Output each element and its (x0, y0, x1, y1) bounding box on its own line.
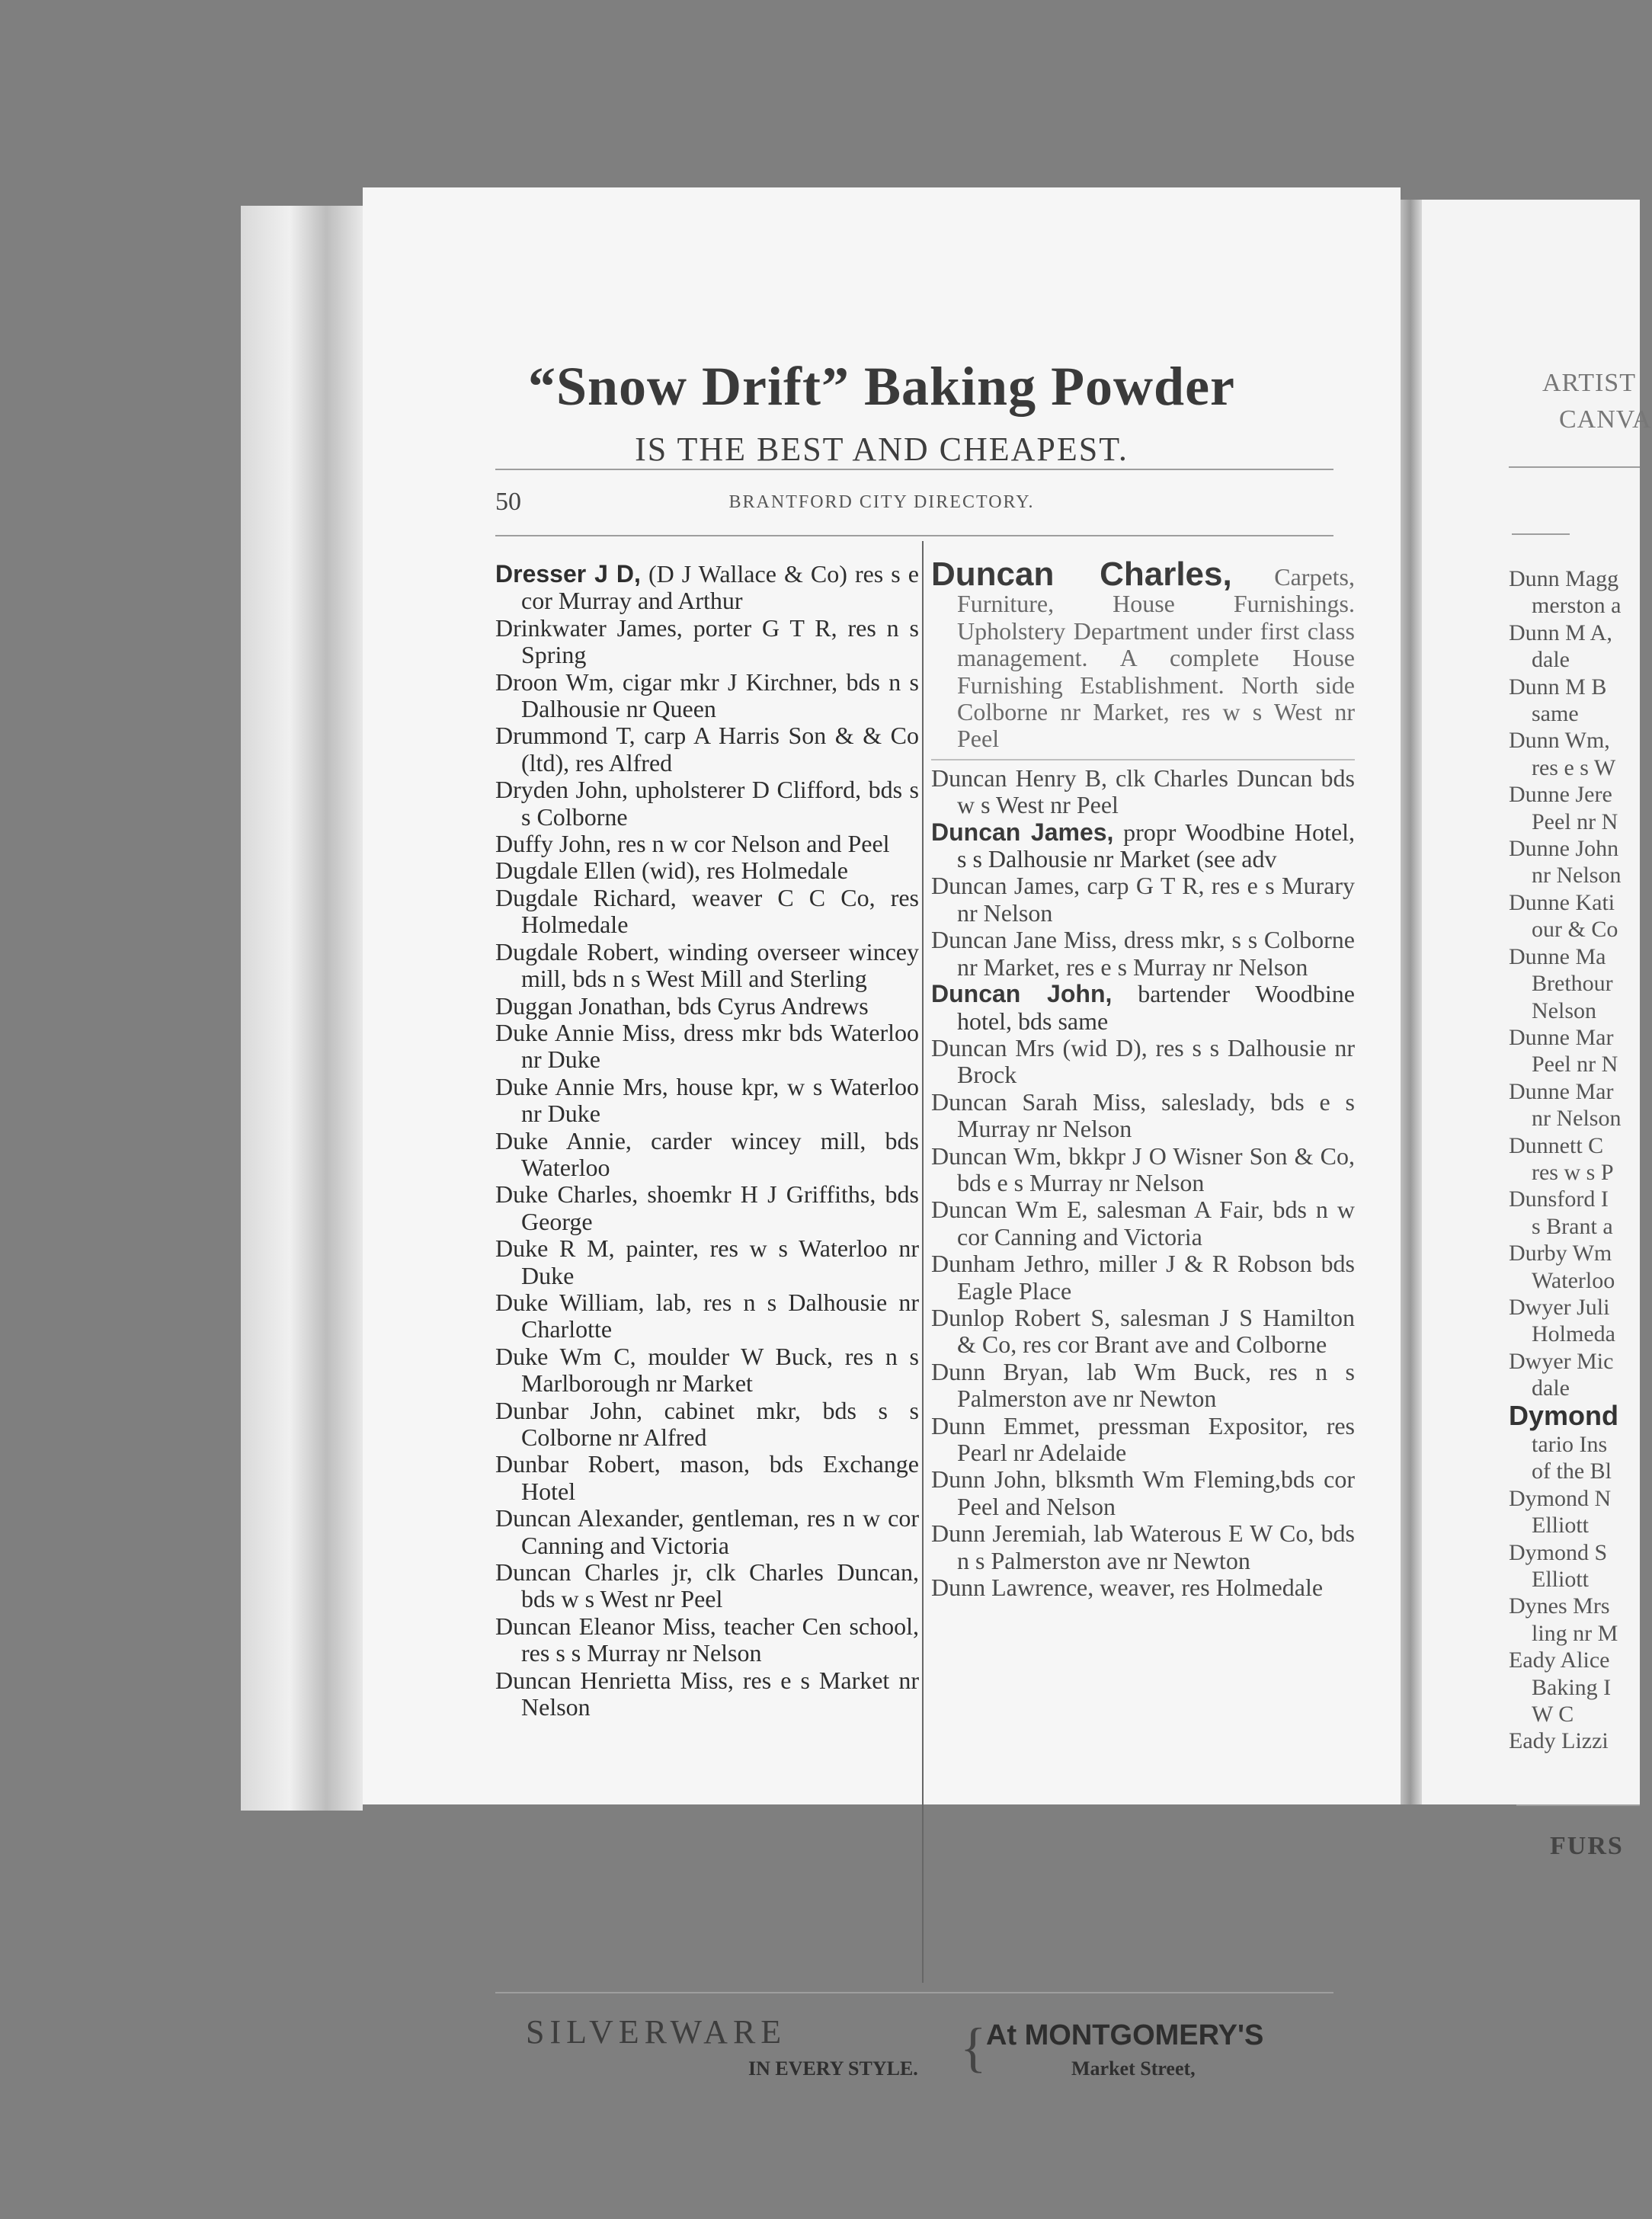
entry-text: (D J Wallace & Co) res s e cor Murray and Arthur (521, 560, 920, 615)
directory-entry (495, 1667, 919, 1721)
entry-text: Duke Annie Miss, dress mkr bds Waterloo nr Duke (495, 1018, 919, 1074)
directory-entry (931, 1520, 1355, 1574)
next-page-line: merston a (1532, 593, 1622, 619)
directory-entry (495, 561, 919, 615)
entry-text: Dunn Jeremiah, lab Waterous E W Co, bds n s Palmerston ave nr Newton (931, 1519, 1355, 1574)
next-page-line: Dunnett C (1509, 1132, 1604, 1158)
next-page-bold-name: Dymond (1509, 1399, 1618, 1431)
next-page-line: res e s W (1532, 754, 1616, 780)
directory-entry (495, 1451, 919, 1505)
next-page-rule-short (1512, 533, 1570, 535)
next-page-line: nr Nelson (1532, 1106, 1622, 1132)
directory-entry (931, 1089, 1355, 1143)
entry-text: Duggan Jonathan, bds Cyrus Andrews (495, 991, 869, 1020)
feature-listing (931, 556, 1355, 753)
next-page-line: Waterloo (1532, 1267, 1615, 1293)
directory-entry (495, 857, 919, 884)
next-page-line: W C (1532, 1702, 1574, 1727)
directory-entry (495, 1343, 919, 1398)
next-page-rule (1509, 466, 1640, 468)
next-page-line: Dunne Jere (1509, 782, 1612, 808)
banner-rule (495, 469, 1333, 470)
entry-text: Duke R M, painter, res w s Waterloo nr Duke (495, 1234, 919, 1289)
next-page-footer-rule (1516, 1804, 1640, 1806)
entry-name: Duncan James, (931, 818, 1114, 846)
column-divider (922, 541, 924, 1983)
entry-text: Dryden John, upholsterer D Clifford, bds s s Colborne (495, 776, 919, 831)
entry-text: bartender Woodbine hotel, bds same (957, 980, 1356, 1035)
entry-text: Duke Annie Mrs, house kpr, w s Waterloo nr Duke (495, 1072, 919, 1128)
entry-name: Duncan John, (931, 980, 1113, 1008)
next-page-line: Durby Wm (1509, 1241, 1612, 1266)
next-page-line: s Brant a (1532, 1213, 1613, 1239)
directory-entry (931, 1305, 1355, 1359)
entry-text: Duke Wm C, moulder W Buck, res n s Marlborough nr Market (495, 1342, 919, 1398)
entry-text: Duncan Henrietta Miss, res e s Market nr Nelson (495, 1666, 919, 1721)
next-page-line: Eady Lizzi (1509, 1728, 1609, 1754)
directory-entry (931, 765, 1355, 819)
directory-entry (931, 981, 1355, 1035)
feature-rule (931, 759, 1355, 760)
next-page-footer: FURS (1550, 1832, 1624, 1860)
next-page-line: Dunne John (1509, 836, 1619, 862)
entry-text: Duncan Wm E, salesman A Fair, bds n w cor Canning and Victoria (931, 1196, 1355, 1250)
entry-text: Duke William, lab, res n s Dalhousie nr Charlotte (495, 1288, 919, 1343)
entry-text: Duncan Mrs (wid D), res s s Dalhousie nr Brock (931, 1033, 1355, 1089)
next-page-head-1: ARTIST (1542, 369, 1636, 397)
directory-entry (495, 776, 919, 831)
entry-text: Dunn Emmet, pressman Expositor, res Pearl nr Adelaide (931, 1411, 1355, 1466)
next-page-line: Holmeda (1532, 1321, 1615, 1347)
directory-entry (931, 1035, 1355, 1089)
directory-entry (931, 1196, 1355, 1250)
directory-entry (495, 1505, 919, 1559)
entry-text: Duncan Jane Miss, dress mkr, s s Colborne nr Market, res e s Murray nr Nelson (931, 926, 1355, 981)
next-page-line: dale (1532, 647, 1570, 673)
next-page-line: Dunne Mar (1509, 1024, 1614, 1050)
entry-text: Dunn Bryan, lab Wm Buck, res n s Palmerston ave nr Newton (931, 1357, 1355, 1413)
footer-rule (495, 1992, 1333, 1993)
next-page-line: Dynes Mrs (1509, 1593, 1610, 1619)
entry-text: Drinkwater James, porter G T R, res n s Spring (495, 613, 919, 669)
left-column (495, 561, 919, 1721)
directory-entry (931, 1466, 1355, 1520)
directory-entry (931, 819, 1355, 873)
entry-text: Duncan Charles jr, clk Charles Duncan, bds w s West nr Peel (495, 1558, 919, 1613)
footer-ad-left-sub: IN EVERY STYLE. (748, 2057, 918, 2080)
directory-entry (931, 873, 1355, 927)
next-page-line: Dwyer Mic (1509, 1348, 1614, 1374)
entry-text: Duffy John, res n w cor Nelson and Peel (495, 830, 890, 858)
footer-ad-left: SILVERWARE (526, 2013, 787, 2051)
directory-entry (931, 927, 1355, 981)
entry-text: Dugdale Richard, weaver C C Co, res Holmedale (495, 883, 919, 939)
directory-entry (495, 1128, 919, 1182)
next-page-line: Dunn Wm, (1509, 728, 1610, 754)
directory-entry (931, 1574, 1355, 1601)
next-page-column (1509, 565, 1640, 1755)
entry-text: Duke Charles, shoemkr H J Griffiths, bds George (495, 1180, 919, 1235)
directory-entry (931, 1143, 1355, 1197)
next-page-line: Elliott (1532, 1513, 1589, 1539)
entry-text: Duke Annie, carder wincey mill, bds Waterloo (495, 1126, 919, 1181)
next-page-line: res w s P (1532, 1159, 1614, 1185)
directory-entry (931, 1359, 1355, 1413)
next-page-line: nr Nelson (1532, 863, 1622, 889)
entry-text: Dunn Lawrence, weaver, res Holmedale (931, 1574, 1324, 1602)
next-page-line: Peel nr N (1532, 1052, 1618, 1077)
entry-text: Duncan Eleanor Miss, teacher Cen school, res s s Murray nr Nelson (495, 1612, 919, 1667)
footer-ad-right-sub: Market Street, (1071, 2057, 1196, 2080)
entry-text: Dunbar Robert, mason, bds Exchange Hotel (495, 1450, 919, 1505)
entry-text: propr Woodbine Hotel, s s Dalhousie nr Market (see adv (957, 818, 1356, 873)
next-page-line: Dunsford I (1509, 1186, 1609, 1212)
directory-entry (495, 1235, 919, 1289)
page-edge-stack (241, 206, 363, 1811)
directory-entry (495, 993, 919, 1020)
next-page-line: Dymond S (1509, 1539, 1608, 1565)
next-page-head-2: CANVA (1559, 405, 1652, 434)
directory-entry (495, 1020, 919, 1074)
next-page-line: Dunn M A, (1509, 620, 1612, 645)
next-page-line: Baking I (1532, 1674, 1612, 1700)
entry-name: Dresser J D, (495, 560, 641, 588)
entry-text: Duncan Alexander, gentleman, res n w cor Canning and Victoria (495, 1504, 919, 1559)
next-page-line: Dwyer Juli (1509, 1294, 1610, 1320)
entry-text: Dunbar John, cabinet mkr, bds s s Colborne nr Alfred (495, 1396, 919, 1451)
next-page-line: ling nr M (1532, 1620, 1618, 1646)
entry-text: Duncan Wm, bkkpr J O Wisner Son & Co, bds e s Murray nr Nelson (931, 1142, 1355, 1196)
directory-entry (495, 722, 919, 776)
header-rule (495, 535, 1333, 536)
next-page-line: Dunn M B (1509, 674, 1607, 700)
next-page-line: our & Co (1532, 917, 1618, 943)
directory-entry (495, 1559, 919, 1613)
entry-text: Dunlop Robert S, salesman J S Hamilton & Co, res cor Brant ave and Colborne (931, 1303, 1355, 1359)
page-number: 50 (495, 488, 521, 516)
entry-text: Drummond T, carp A Harris Son & & Co (ltd), res Alfred (495, 722, 919, 776)
banner-subtitle: IS THE BEST AND CHEAPEST. (635, 431, 1129, 468)
next-page-line: Dunne Ma (1509, 943, 1606, 969)
next-page-line: Dymond N (1509, 1485, 1612, 1511)
footer-ad-right: At MONTGOMERY'S (986, 2019, 1264, 2051)
right-entries (931, 765, 1355, 1602)
next-page-line: Brethour (1532, 971, 1613, 997)
entry-text: Duncan James, carp G T R, res e s Murary nr Nelson (931, 872, 1355, 927)
next-page-line (1509, 1399, 1640, 1431)
directory-entry (495, 669, 919, 723)
next-page-line: Peel nr N (1532, 809, 1618, 834)
footer-brace: { (960, 2017, 987, 2078)
entry-text: Dunham Jethro, miller J & R Robson bds Eagle Place (931, 1250, 1355, 1305)
next-page-line: of the Bl (1532, 1459, 1612, 1484)
directory-entry (931, 1413, 1355, 1467)
directory-entry (931, 1250, 1355, 1305)
directory-entry (495, 885, 919, 939)
next-page-line: dale (1532, 1375, 1570, 1401)
next-page-line: Elliott (1532, 1567, 1589, 1593)
directory-entry (495, 1398, 919, 1452)
next-page-line: same (1532, 701, 1579, 727)
entry-text: Duncan Sarah Miss, saleslady, bds e s Murray nr Nelson (931, 1087, 1355, 1143)
entry-text: Dunn John, blksmth Wm Fleming,bds cor Peel and Nelson (931, 1465, 1355, 1520)
directory-page (363, 187, 1401, 2080)
directory-entry (495, 1289, 919, 1343)
entry-text: Dugdale Robert, winding overseer wincey mill, bds n s West Mill and Sterling (495, 937, 919, 993)
directory-entry (495, 1613, 919, 1667)
entry-text: Droon Wm, cigar mkr J Kirchner, bds n s Dalhousie nr Queen (495, 668, 919, 723)
entry-text: Duncan Henry B, clk Charles Duncan bds w s West nr Peel (931, 764, 1355, 819)
entry-text: Dugdale Ellen (wid), res Holmedale (495, 857, 848, 885)
directory-entry (495, 939, 919, 993)
directory-entry (495, 1074, 919, 1128)
next-page-line: tario Ins (1532, 1432, 1608, 1457)
feature-name: Duncan Charles, (931, 556, 1232, 593)
next-page-line: Dunn Magg (1509, 566, 1619, 591)
feature-text: Carpets, Furniture, House Furnishings. Upholstery Department under first class management. A complete House Furnishing Establishment. North side Colborne nr Market, res w s West nr Peel (957, 563, 1355, 753)
next-page-line: Eady Alice (1509, 1647, 1610, 1673)
next-page-line: Dunne Mar (1509, 1078, 1614, 1104)
running-head: BRANTFORD CITY DIRECTORY. (728, 492, 1035, 512)
next-page-line: Dunne Kati (1509, 889, 1615, 915)
directory-entry (495, 1181, 919, 1235)
right-column (931, 556, 1356, 1602)
directory-entry (495, 831, 919, 857)
directory-entry (495, 615, 919, 669)
next-page-line: Nelson (1532, 997, 1596, 1023)
banner-title: “Snow Drift” Baking Powder (527, 356, 1236, 417)
